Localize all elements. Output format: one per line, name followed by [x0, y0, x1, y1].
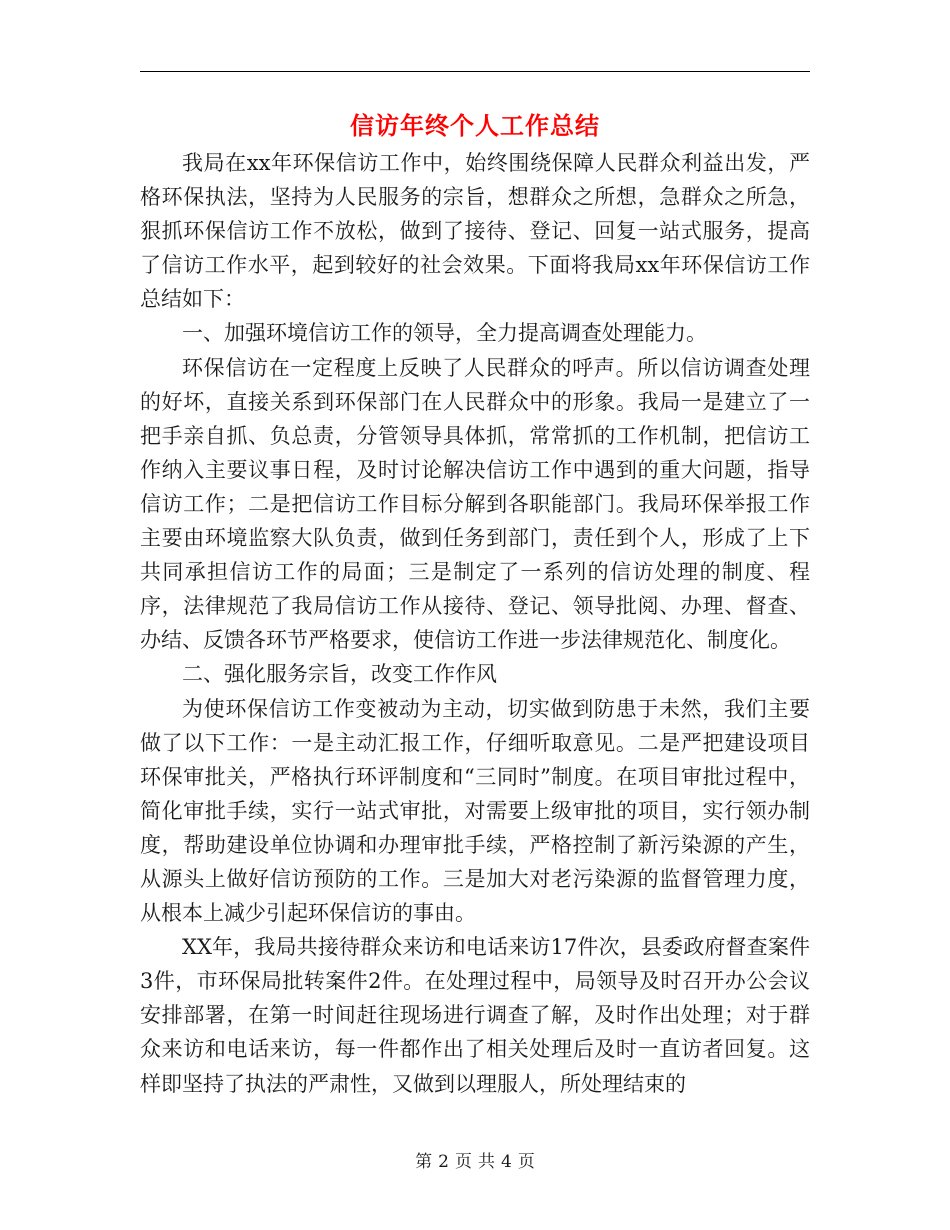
- footer-suffix: 页: [517, 1152, 535, 1172]
- section-heading-2: 二、强化服务宗旨，改变工作作风: [182, 662, 497, 687]
- footer-current-page: 2: [438, 1152, 449, 1172]
- document-body: [140, 146, 810, 1101]
- document-title: 信访年终个人工作总结: [350, 111, 600, 140]
- footer-total-pages: 4: [501, 1152, 512, 1172]
- footer-prefix: 第: [415, 1152, 433, 1172]
- footer-total-word: 共: [478, 1152, 495, 1172]
- paragraph-section-1: 环保信访在一定程度上反映了人民群众的呼声。所以信访调查处理的好坏，直接关系到环保部门在人民群众中的形象。我局一是建立了一把手亲自抓、负总责，分管领导具体抓，常常抓的工作机制，把信访工作纳入主要议事日程，及时讨论解决信访工作中遇到的重大问题，指导信访工作；二是把信访工作目标分解到各职能部门。我局环保举报工作主要由环境监察大队负责，做到任务到部门，责任到个人，形成了上下共同承担信访工作的局面；三是制定了一系列的信访处理的制度、程序，法律规范了我局信访工作从接待、登记、领导批阅、办理、督查、办结、反馈各环节严格要求，使信访工作进一步法律规范化、制度化。: [140, 355, 810, 653]
- paragraph-statistics: XX年，我局共接待群众来访和电话来访17件次，县委政府督查案件3件，市环保局批转案件2件。在处理过程中，局领导及时召开办公会议安排部署，在第一时间赶往现场进行调查了解，及时作出处理；对于群众来访和电话来访，每一件都作出了相关处理后及时一直访者回复。这样即坚持了执法的严肃性，又做到以理服人，所处理结束的: [140, 935, 810, 1096]
- header-rule: [140, 71, 810, 72]
- paragraph-intro: 我局在xx年环保信访工作中，始终围绕保障人民群众利益出发，严格环保执法，坚持为人民服务的宗旨，想群众之所想，急群众之所急，狠抓环保信访工作不放松，做到了接待、登记、回复一站式服务，提高了信访工作水平，起到较好的社会效果。下面将我局xx年环保信访工作总结如下：: [140, 151, 810, 312]
- paragraph-section-2: 为使环保信访工作变被动为主动，切实做到防患于未然，我们主要做了以下工作：一是主动汇报工作，仔细听取意见。二是严把建设项目环保审批关，严格执行环评制度和“三同时”制度。在项目审批过程中，简化审批手续，实行一站式审批，对需要上级审批的项目，实行领办制度，帮助建设单位协调和办理审批手续，严格控制了新污染源的产生，从源头上做好信访预防的工作。三是加大对老污染源的监督管理力度，从根本上减少引起环保信访的事由。: [140, 696, 810, 926]
- section-heading-1: 一、加强环境信访工作的领导，全力提高调查处理能力。: [182, 321, 707, 346]
- footer-page-word: 页: [455, 1152, 472, 1172]
- page-footer: [0, 1150, 950, 1174]
